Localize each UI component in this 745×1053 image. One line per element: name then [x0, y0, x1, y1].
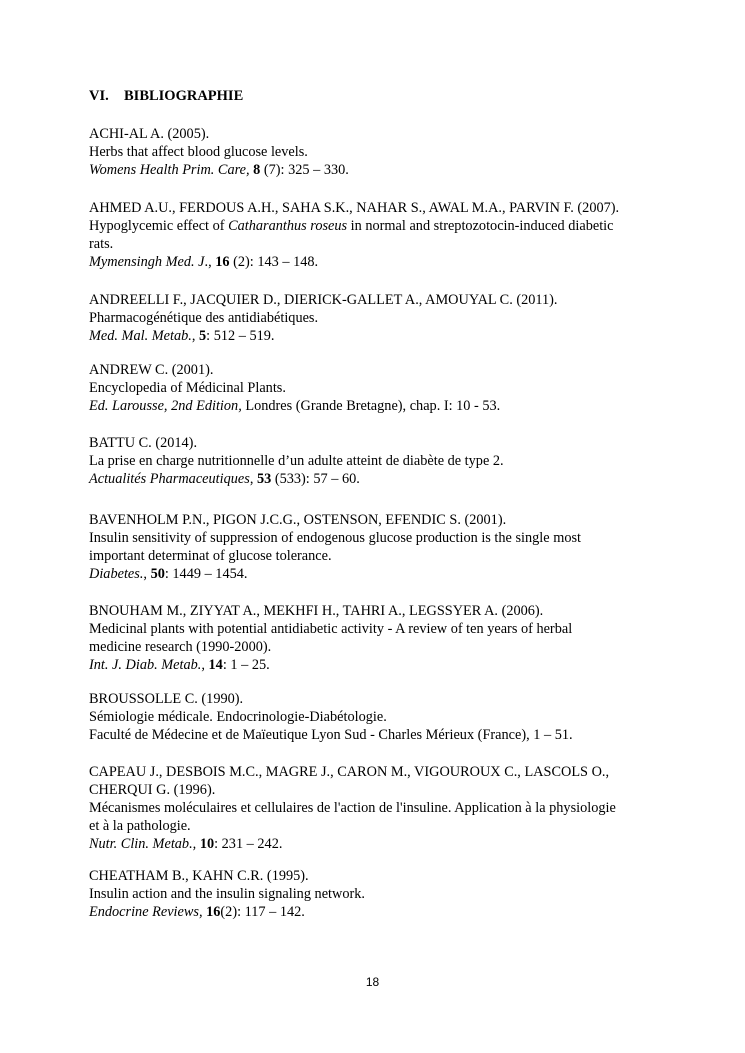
reference-title: Mécanismes moléculaires et cellulaires de l'action de l'insuline. Application à la physiologie [89, 800, 616, 816]
reference-entry [89, 602, 679, 674]
reference-title: Insulin sensitivity of suppression of endogenous glucose production is the single most [89, 530, 582, 546]
reference-entry [89, 125, 679, 179]
reference-source: Actualités Pharmaceutiques, 53 (533): 57 – 60. [89, 471, 360, 487]
reference-source: Int. J. Diab. Metab., 14: 1 – 25. [89, 657, 270, 673]
reference-title: Herbs that affect blood glucose levels. [89, 144, 308, 160]
reference-source: Womens Health Prim. Care, 8 (7): 325 – 330. [89, 162, 349, 178]
reference-source: Nutr. Clin. Metab., 10: 231 – 242. [89, 836, 283, 852]
reference-title: medicine research (1990-2000). [89, 639, 272, 655]
reference-authors: CHEATHAM B., KAHN C.R. (1995). [89, 868, 309, 884]
reference-authors: ANDREW C. (2001). [89, 362, 214, 378]
reference-source: Faculté de Médecine et de Maïeutique Lyon Sud - Charles Mérieux (France), 1 – 51. [89, 727, 573, 743]
page-number: 18 [365, 975, 380, 989]
reference-source: Med. Mal. Metab., 5: 512 – 519. [89, 328, 275, 344]
reference-entry [89, 511, 679, 583]
reference-entry [89, 291, 679, 345]
reference-title: et à la pathologie. [89, 818, 191, 834]
reference-title: Medicinal plants with potential antidiabetic activity - A review of ten years of herbal [89, 621, 573, 637]
reference-title: Sémiologie médicale. Endocrinologie-Diabétologie. [89, 709, 387, 725]
reference-title: rats. [89, 236, 114, 252]
reference-authors: AHMED A.U., FERDOUS A.H., SAHA S.K., NAHAR S., AWAL M.A., PARVIN F. (2007). [89, 200, 620, 216]
reference-authors: BAVENHOLM P.N., PIGON J.C.G., OSTENSON, EFENDIC S. (2001). [89, 512, 507, 528]
reference-entry [89, 763, 679, 853]
reference-source: Mymensingh Med. J., 16 (2): 143 – 148. [89, 254, 319, 270]
reference-entry [89, 434, 679, 488]
reference-source: Diabetes., 50: 1449 – 1454. [89, 566, 248, 582]
reference-title: La prise en charge nutritionnelle d’un adulte atteint de diabète de type 2. [89, 453, 504, 469]
reference-title: Pharmacogénétique des antidiabétiques. [89, 310, 319, 326]
reference-authors: BNOUHAM M., ZIYYAT A., MEKHFI H., TAHRI A., LEGSSYER A. (2006). [89, 603, 544, 619]
section-number: VI. [89, 88, 109, 104]
reference-authors: CHERQUI G. (1996). [89, 782, 216, 798]
reference-authors: CAPEAU J., DESBOIS M.C., MAGRE J., CARON M., VIGOUROUX C., LASCOLS O., [89, 764, 610, 780]
section-heading [89, 88, 243, 105]
reference-source: Ed. Larousse, 2nd Edition, Londres (Grande Bretagne), chap. I: 10 - 53. [89, 398, 501, 414]
section-title: BIBLIOGRAPHIE [124, 88, 244, 104]
reference-title: Hypoglycemic effect of Catharanthus roseus in normal and streptozotocin-induced diabetic [89, 218, 614, 234]
reference-authors: ACHI-AL A. (2005). [89, 126, 210, 142]
reference-authors: ANDREELLI F., JACQUIER D., DIERICK-GALLET A., AMOUYAL C. (2011). [89, 292, 558, 308]
reference-title: important determinat of glucose tolerance. [89, 548, 332, 564]
reference-title: Encyclopedia of Médicinal Plants. [89, 380, 286, 396]
reference-title: Insulin action and the insulin signaling network. [89, 886, 365, 902]
reference-entry [89, 199, 679, 271]
reference-authors: BROUSSOLLE C. (1990). [89, 691, 244, 707]
reference-entry [89, 690, 679, 744]
reference-authors: BATTU C. (2014). [89, 435, 198, 451]
reference-entry [89, 867, 679, 921]
reference-entry [89, 361, 679, 415]
reference-source: Endocrine Reviews, 16(2): 117 – 142. [89, 904, 305, 920]
